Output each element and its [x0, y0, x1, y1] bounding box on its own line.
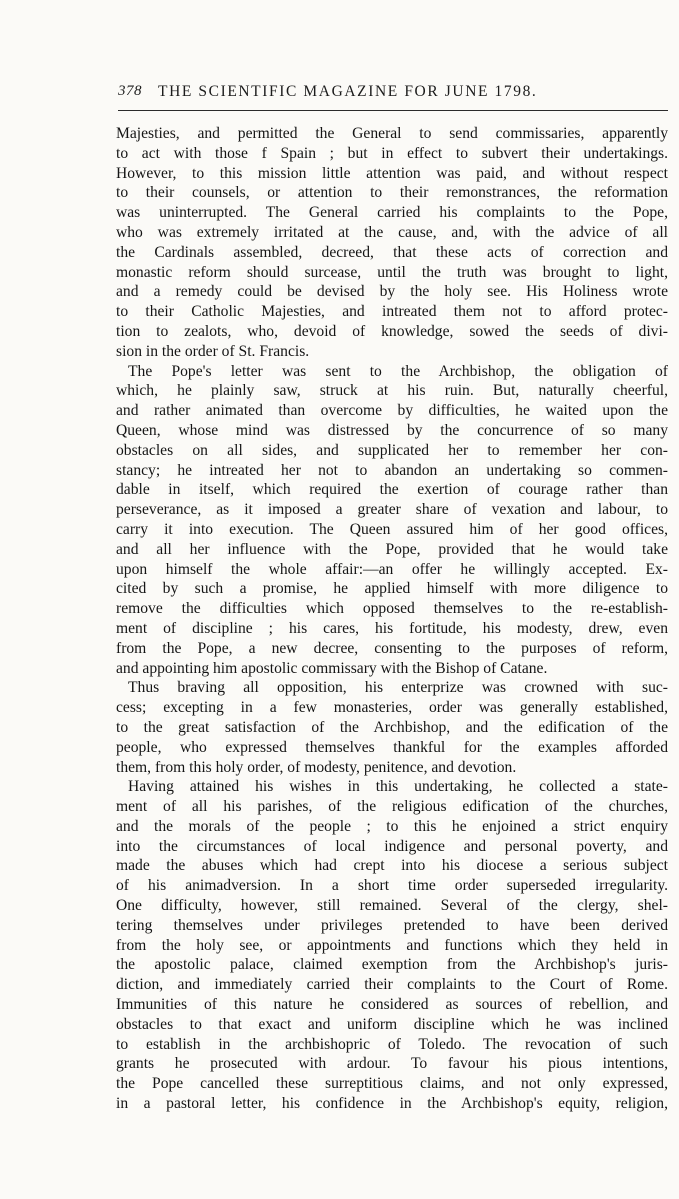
text-line: Immunities of this nature he considered as sources of rebellion, and [116, 996, 668, 1014]
text-line: to establish in the archbishopric of Toledo. The revocation of such [116, 1035, 668, 1053]
text-line: into the circumstances of local indigence and personal poverty, and [116, 837, 668, 855]
running-title: THE SCIENTIFIC MAGAZINE FOR JUNE 1798. [158, 83, 538, 100]
text-line: cited by such a promise, he applied himself with more diligence to [116, 580, 668, 598]
text-line: dable in itself, which required the exertion of courage rather than [116, 481, 668, 499]
text-line: which, he plainly saw, struck at his ruin. But, naturally cheerful, [116, 382, 668, 400]
text-line: was uninterrupted. The General carried his complaints to the Pope, [116, 204, 668, 222]
text-line: and a remedy could be devised by the holy see. His Holiness wrote [116, 283, 668, 301]
text-line: carry it into execution. The Queen assured him of her good offices, [116, 520, 668, 538]
text-line: to their counsels, or attention to their remonstrances, the reformation [116, 184, 668, 202]
header-rule [118, 110, 668, 111]
text-line: remove the difficulties which opposed themselves to the re-establish- [116, 600, 668, 618]
text-line: the Pope cancelled these surreptitious claims, and not only expressed, [116, 1075, 668, 1093]
page-number: 378 [118, 83, 142, 99]
text-line: of his animadversion. In a short time order superseded irregularity. [116, 877, 668, 895]
text-line: to act with those f Spain ; but in effect to subvert their undertakings. [116, 144, 668, 162]
body-text [116, 124, 668, 1114]
text-line: One difficulty, however, still remained. Several of the clergy, shel- [116, 897, 668, 915]
text-line: The Pope's letter was sent to the Archbishop, the obligation of [128, 362, 668, 380]
text-line: diction, and immediately carried their complaints to the Court of Rome. [116, 976, 668, 994]
text-line: tering themselves under privileges pretended to have been derived [116, 916, 668, 934]
text-line: cess; excepting in a few monasteries, order was generally established, [116, 699, 668, 717]
text-line: and appointing him apostolic commissary with the Bishop of Catane. [116, 659, 548, 677]
text-line: to the great satisfaction of the Archbishop, and the edification of the [116, 718, 668, 736]
text-line: in a pastoral letter, his confidence in the Archbishop's equity, religion, [116, 1095, 668, 1113]
text-line: monastic reform should surcease, until the truth was brought to light, [116, 263, 668, 281]
text-line: However, to this mission little attention was paid, and without respect [116, 164, 668, 182]
text-line: who was extremely irritated at the cause, and, with the advice of all [116, 223, 668, 241]
text-line: Thus braving all opposition, his enterprize was crowned with suc- [128, 679, 668, 697]
text-line: sion in the order of St. Francis. [116, 342, 310, 360]
text-line: and rather animated than overcome by difficulties, he waited upon the [116, 402, 668, 420]
text-line: Queen, whose mind was distressed by the concurrence of so many [116, 421, 668, 439]
text-line: stancy; he intreated her not to abandon an undertaking so commen- [116, 461, 668, 479]
text-line: from the Pope, a new decree, consenting to the purposes of reform, [116, 639, 668, 657]
text-line: from the holy see, or appointments and functions which they held in [116, 936, 668, 954]
text-line: the Cardinals assembled, decreed, that these acts of correction and [116, 243, 668, 261]
text-line: them, from this holy order, of modesty, penitence, and devotion. [116, 758, 517, 776]
text-line: the apostolic palace, claimed exemption from the Archbishop's juris- [116, 956, 668, 974]
text-line: people, who expressed themselves thankful for the examples afforded [116, 738, 668, 756]
text-line: and the morals of the people ; to this he enjoined a strict enquiry [116, 817, 668, 835]
text-line: ment of all his parishes, of the religious edification of the churches, [116, 798, 668, 816]
text-line: tion to zealots, who, devoid of knowledge, sowed the seeds of divi- [116, 322, 668, 340]
text-line: grants he prosecuted with ardour. To favour his pious intentions, [116, 1055, 668, 1073]
text-line: made the abuses which had crept into his diocese a serious subject [116, 857, 668, 875]
text-line: and all her influence with the Pope, provided that he would take [116, 540, 668, 558]
text-line: to their Catholic Majesties, and intreated them not to afford protec- [116, 303, 668, 321]
text-line: ment of discipline ; his cares, his fortitude, his modesty, drew, even [116, 619, 668, 637]
text-line: upon himself the whole affair:—an offer he willingly accepted. Ex- [116, 560, 668, 578]
text-line: obstacles to that exact and uniform discipline which he was inclined [116, 1015, 668, 1033]
text-line: Having attained his wishes in this undertaking, he collected a state- [128, 778, 668, 796]
text-line: perseverance, as it imposed a greater share of vexation and labour, to [116, 501, 668, 519]
text-line: Majesties, and permitted the General to send commissaries, apparently [116, 125, 668, 142]
text-line: obstacles on all sides, and supplicated her to remember her con- [116, 441, 668, 459]
running-header [118, 83, 668, 107]
